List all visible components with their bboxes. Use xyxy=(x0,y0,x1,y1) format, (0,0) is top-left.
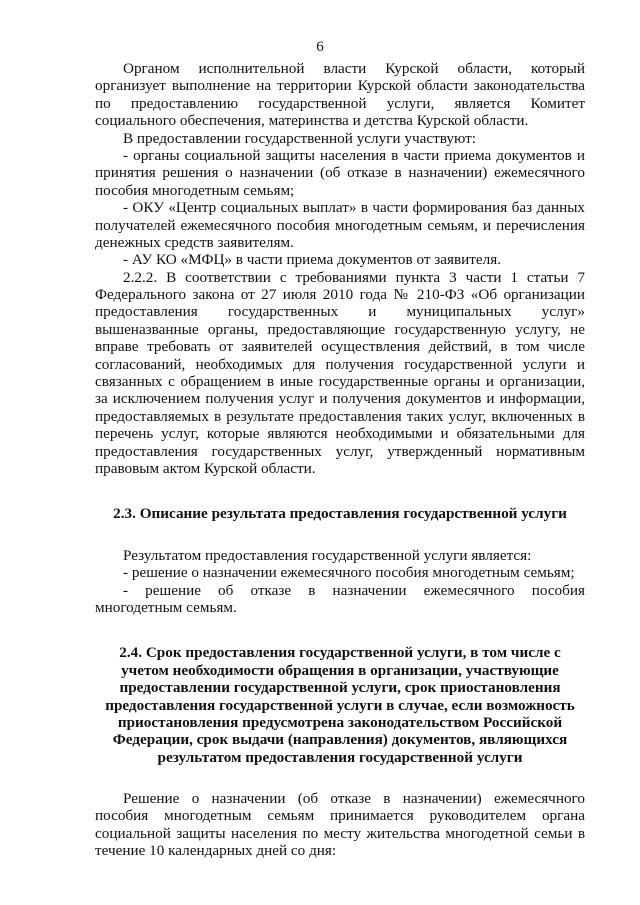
text-line: перечень услуг, которые являются необходимыми и обязательными для xyxy=(95,425,585,443)
section-heading-2-3 xyxy=(95,505,585,522)
paragraph-result-grant xyxy=(95,564,585,581)
section-heading-2-4 xyxy=(95,644,585,766)
heading-line: 2.3. Описание результата предоставления государственной услуги xyxy=(113,505,567,523)
text-line: согласований, необходимых для получения государственной услуги и xyxy=(95,355,585,373)
heading-line: приостановления предусмотрена законодательством Российской xyxy=(117,713,563,731)
text-line: вправе требовать от заявителей осуществления действий, в том числе xyxy=(95,338,585,356)
text-line: вышеназванные органы, предоставляющие государственную услугу, не xyxy=(95,320,585,338)
paragraph-mfc xyxy=(95,251,585,268)
paragraph-executive-body xyxy=(95,60,585,130)
heading-line: учетом необходимости обращения в организации, участвующие xyxy=(121,661,559,679)
text-line: социального обеспечения, материнства и детства Курской области. xyxy=(95,112,529,130)
text-line: предоставляемых в результате предоставления таких услуг, включенных в xyxy=(95,407,585,425)
text-line: пособия многодетным семьям принимается руководителем органа xyxy=(95,807,585,825)
text-line: за исключением получения услуг и получения документов и информации, xyxy=(95,390,585,408)
text-line: течение 10 календарных дней со дня: xyxy=(95,842,337,860)
text-line: - органы социальной защиты населения в части приема документов и xyxy=(123,146,585,164)
text-line: принятия решения о назначении (об отказе в назначении) ежемесячного xyxy=(95,164,585,182)
paragraph-social-protection xyxy=(95,147,585,199)
page-number: 6 xyxy=(316,39,324,55)
heading-line: результатом предоставления государственной услуги xyxy=(157,748,523,766)
text-line: предоставления государственных и муниципальных услуг» xyxy=(95,303,585,321)
text-line: - АУ КО «МФЦ» в части приема документов от заявителя. xyxy=(123,251,502,269)
text-line: денежных средств заявителям. xyxy=(95,233,294,251)
paragraph-result-intro xyxy=(95,547,585,564)
text-line: Органом исполнительной власти Курской области, который xyxy=(123,60,585,77)
text-line: связанных с обращением в иные государственные органы и организации, xyxy=(95,373,585,391)
paragraph-payment-center xyxy=(95,199,585,251)
text-line: - решение о назначении ежемесячного пособия многодетным семьям; xyxy=(123,564,575,582)
text-line: пособия многодетным семьям; xyxy=(95,181,295,199)
text-line: социальной защиты населения по месту жительства многодетной семьи в xyxy=(95,824,585,842)
text-line: по предоставлению государственной услуги, является Комитет xyxy=(95,94,585,112)
text-line: организует выполнение на территории Курской области законодательства xyxy=(95,77,585,95)
text-line: получателей ежемесячного пособия многодетным семьям, и перечисления xyxy=(95,216,585,234)
text-line: многодетным семьям. xyxy=(95,598,237,616)
text-line: 2.2.2. В соответствии с требованиями пункта 3 части 1 статьи 7 xyxy=(123,268,585,286)
paragraph-decision-term xyxy=(95,790,585,860)
heading-line: предоставления государственной услуги в случае, если возможность xyxy=(105,696,575,714)
text-line: Федерального закона от 27 июля 2010 года № 210-ФЗ «Об организации xyxy=(95,286,585,304)
paragraph-result-refusal xyxy=(95,582,585,617)
paragraph-2-2-2 xyxy=(95,269,585,478)
heading-line: 2.4. Срок предоставления государственной услуги, в том числе с xyxy=(119,644,561,662)
text-line: правовым актом Курской области. xyxy=(95,459,316,477)
text-line: Решение о назначении (об отказе в назначении) ежемесячного xyxy=(123,790,585,808)
paragraph-participants-intro xyxy=(95,130,585,147)
heading-line: Федерации, срок выдачи (направления) документов, являющихся xyxy=(112,731,568,749)
text-line: В предоставлении государственной услуги участвуют: xyxy=(123,129,476,147)
heading-line: предоставлении государственной услуги, срок приостановления xyxy=(119,679,561,697)
text-line: - решение об отказе в назначении ежемесячного пособия xyxy=(123,581,585,599)
text-line: предоставления государственных услуг, утвержденный нормативным xyxy=(95,442,585,460)
text-line: Результатом предоставления государственной услуги является: xyxy=(123,546,532,564)
document-body xyxy=(95,60,585,860)
text-line: - ОКУ «Центр социальных выплат» в части формирования баз данных xyxy=(123,199,585,217)
